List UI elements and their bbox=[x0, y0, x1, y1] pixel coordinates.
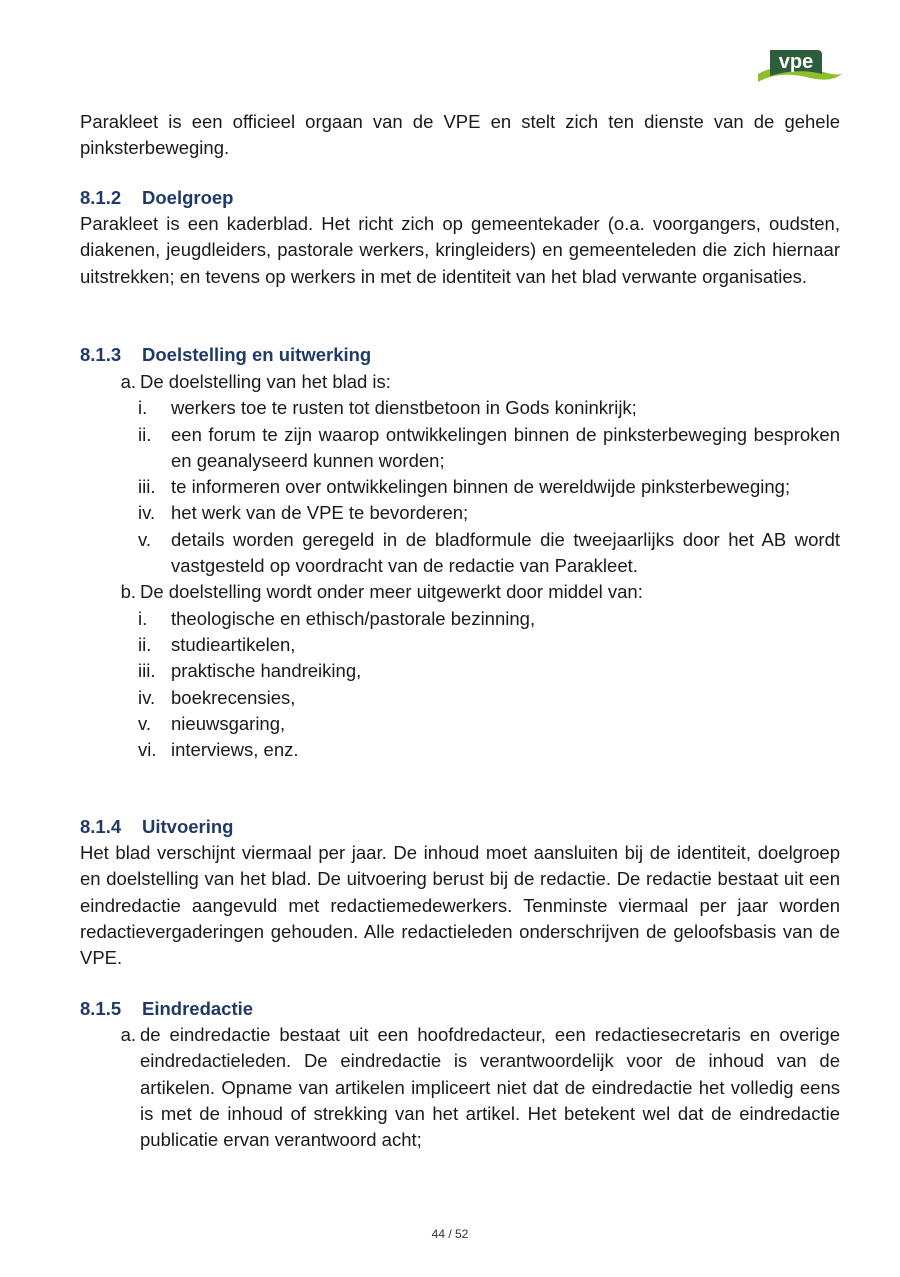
uitvoering-paragraph: Het blad verschijnt viermaal per jaar. De inhoud moet aansluiten bij de identiteit, doelgroep en doelstelling van het blad. De uitvoering berust bij de redactie. De redactie bestaat uit een eindredactie aangevuld met redactiemedewerkers. Tenminste viermaal per jaar worden redactievergaderingen gehouden. Alle redactieleden onderschrijven de geloofsbasis van de VPE. bbox=[80, 842, 840, 969]
list-marker: b. bbox=[120, 581, 136, 603]
list-marker: vi. bbox=[138, 739, 157, 761]
list-item-text: De doelstelling wordt onder meer uitgewerkt door middel van: bbox=[140, 581, 643, 603]
list-marker: iii. bbox=[138, 476, 156, 498]
heading-number: 8.1.5 bbox=[80, 998, 122, 1019]
list-marker: v. bbox=[138, 712, 152, 734]
list-marker: iv. bbox=[138, 502, 156, 524]
list-item-b bbox=[80, 579, 840, 605]
list-item-vi bbox=[80, 737, 840, 763]
list-item-v bbox=[80, 527, 840, 580]
list-item-iv bbox=[80, 500, 840, 526]
list-item-a bbox=[80, 369, 840, 395]
list-item-text: te informeren over ontwikkelingen binnen de wereldwijde pinksterbeweging; bbox=[171, 476, 791, 498]
heading-number: 8.1.4 bbox=[80, 816, 122, 837]
heading-8-1-2 bbox=[80, 186, 233, 210]
list-marker: iii. bbox=[138, 660, 156, 682]
list-item-text: theologische en ethisch/pastorale bezinning, bbox=[171, 607, 536, 629]
list-doelstelling bbox=[80, 369, 840, 763]
list-item-text: de eindredactie bestaat uit een hoofdredacteur, een redactiesecretaris en overige eindredactieleden. De eindredactie is verantwoordelijk voor de inhoud van de artikelen. Opname van artikelen impliceert niet dat de eindredactie het volledig eens is met de inhoud of strekking van het artikel. Het betekent wel dat de eindredactie publicatie ervan verantwoord acht; bbox=[140, 1024, 840, 1151]
list-item-text: boekrecensies, bbox=[171, 686, 296, 708]
heading-number: 8.1.2 bbox=[80, 187, 122, 208]
list-item-v bbox=[80, 711, 840, 737]
page-number: 44 / 52 bbox=[431, 1227, 469, 1241]
heading-8-1-3 bbox=[80, 343, 371, 367]
heading-8-1-5 bbox=[80, 997, 253, 1021]
list-item-ii bbox=[80, 422, 840, 475]
list-item-iii bbox=[80, 474, 840, 500]
list-item-text: interviews, enz. bbox=[171, 739, 299, 761]
list-item-a bbox=[80, 1022, 840, 1153]
heading-title: Uitvoering bbox=[142, 816, 234, 837]
list-marker: a. bbox=[120, 1024, 136, 1045]
heading-title: Doelstelling en uitwerking bbox=[142, 344, 372, 365]
list-marker: i. bbox=[138, 607, 148, 629]
list-item-text: een forum te zijn waarop ontwikkelingen binnen de pinksterbeweging besproken en geanalyseerd kunnen worden; bbox=[171, 423, 840, 471]
heading-title: Doelgroep bbox=[142, 187, 234, 208]
list-item-text: praktische handreiking, bbox=[171, 660, 362, 682]
list-item-iv bbox=[80, 685, 840, 711]
list-marker: i. bbox=[138, 397, 148, 419]
list-item-text: nieuwsgaring, bbox=[171, 712, 286, 734]
vpe-logo bbox=[752, 44, 844, 94]
intro-paragraph: Parakleet is een officieel orgaan van de VPE en stelt zich ten dienste van de gehele pinksterbeweging. bbox=[80, 111, 840, 159]
heading-number: 8.1.3 bbox=[80, 344, 122, 365]
list-marker: v. bbox=[138, 528, 152, 550]
list-marker: a. bbox=[120, 371, 136, 392]
list-eindredactie bbox=[80, 1022, 840, 1153]
list-item-text: studieartikelen, bbox=[171, 633, 296, 655]
heading-title: Eindredactie bbox=[142, 998, 254, 1019]
logo-text: vpe bbox=[778, 51, 814, 73]
section-8-1-2-body bbox=[80, 211, 840, 290]
list-item-text: het werk van de VPE te bevorderen; bbox=[171, 502, 469, 524]
intro-section bbox=[80, 109, 840, 162]
list-item-i bbox=[80, 395, 840, 421]
list-item-iii bbox=[80, 658, 840, 684]
list-marker: iv. bbox=[138, 686, 156, 708]
doelgroep-paragraph: Parakleet is een kaderblad. Het richt zich op gemeentekader (o.a. voorgangers, oudsten, diakenen, jeugdleiders, pastorale werkers, kringleiders) en gemeenteleden die zich hiernaar uitstrekken; en tevens op werkers in met de identiteit van het blad verwante organisaties. bbox=[80, 213, 840, 287]
list-item-ii bbox=[80, 632, 840, 658]
list-marker: ii. bbox=[138, 633, 152, 655]
section-8-1-4-body bbox=[80, 840, 840, 971]
list-item-text: details worden geregeld in de bladformule die tweejaarlijks door het AB wordt vastgesteld op voordracht van de redactie van Parakleet. bbox=[171, 528, 840, 577]
list-item-text: werkers toe te rusten tot dienstbetoon in Gods koninkrijk; bbox=[171, 397, 637, 419]
list-item-i bbox=[80, 606, 840, 632]
list-item-text: De doelstelling van het blad is: bbox=[140, 371, 391, 392]
list-marker: ii. bbox=[138, 423, 152, 445]
heading-8-1-4 bbox=[80, 815, 233, 839]
